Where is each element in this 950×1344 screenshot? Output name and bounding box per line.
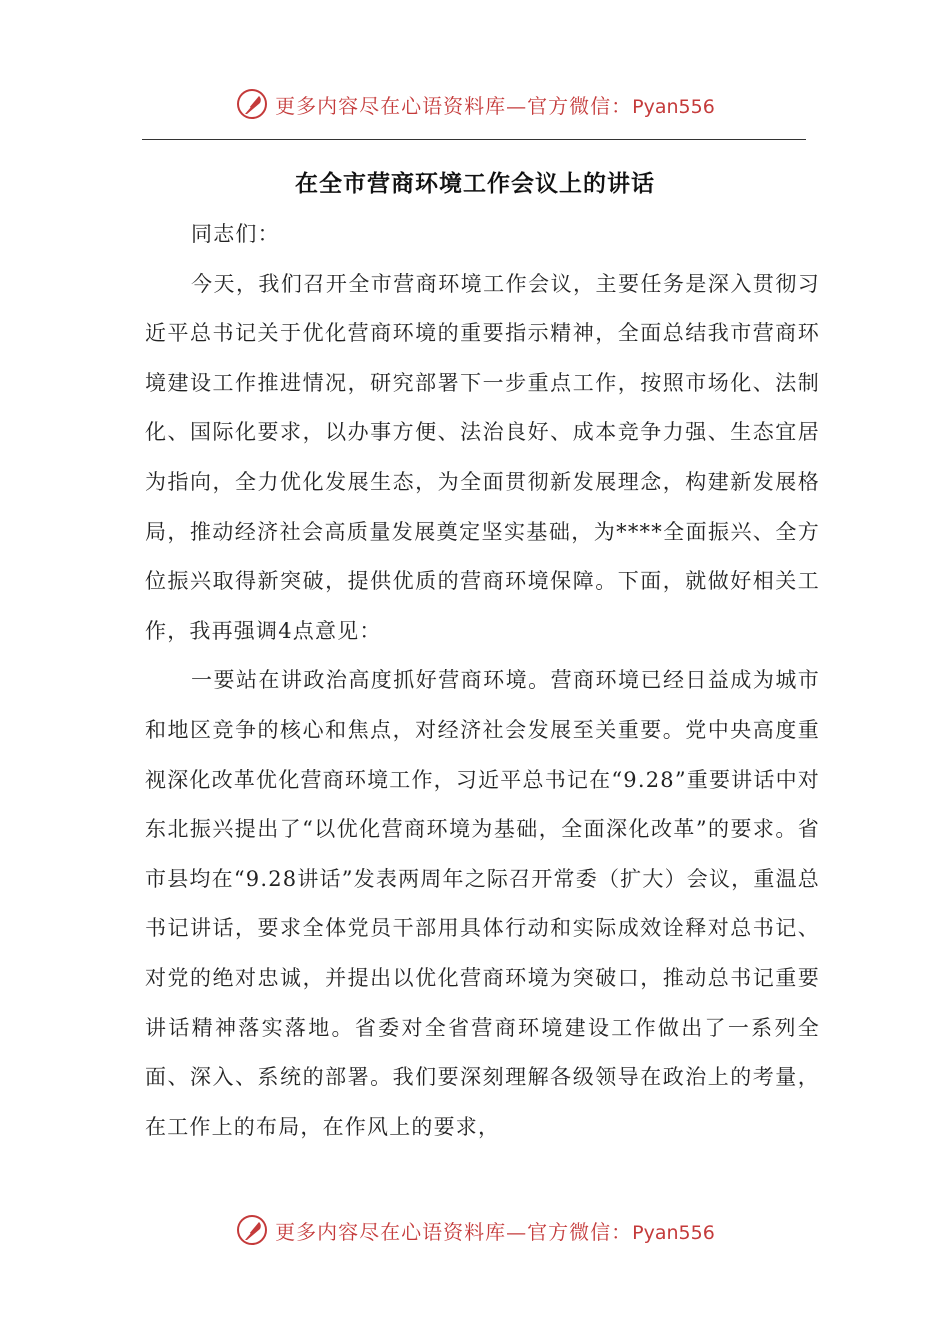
paragraph-intro: 今天，我们召开全市营商环境工作会议，主要任务是深入贯彻习近平总书记关于优化营商环境的重要指示精神，全面总结我市营商环境建设工作推进情况，研究部署下一步重点工作，按照市场化、法制化、国际化要求，以办事方便、法治良好、成本竞争力强、生态宜居为指向，全力优化发展生态，为全面贯彻新发展理念，构建新发展格局，推动经济社会高质量发展奠定坚实基础，为****全面振兴、全方位振兴取得新突破，提供优质的营商环境保障。下面，就做好相关工作，我再强调4点意见： — [145, 271, 820, 643]
watermark-wechat-id: Pyan556 — [632, 95, 715, 118]
watermark-text: 更多内容尽在心语资料库—官方微信：Pyan556 — [275, 1219, 715, 1244]
quill-logo-icon — [235, 1213, 269, 1247]
quill-logo-icon — [235, 87, 269, 121]
footer-watermark — [0, 1208, 950, 1252]
watermark-text: 更多内容尽在心语资料库—官方微信：Pyan556 — [275, 93, 715, 118]
salutation: 同志们： — [191, 222, 280, 246]
header-divider — [142, 139, 806, 140]
watermark-wechat-id: Pyan556 — [632, 1221, 715, 1244]
document-title: 在全市营商环境工作会议上的讲话 — [295, 170, 655, 197]
header-watermark — [0, 82, 950, 126]
document-body — [145, 210, 820, 1152]
paragraph-point-one: 一要站在讲政治高度抓好营商环境。营商环境已经日益成为城市和地区竞争的核心和焦点，对经济社会发展至关重要。党中央高度重视深化改革优化营商环境工作，习近平总书记在“9.28”重要讲话中对东北振兴提出了“以优化营商环境为基础，全面深化改革”的要求。省市县均在“9.28讲话”发表两周年之际召开常委（扩大）会议，重温总书记讲话，要求全体党员干部用具体行动和实际成效诠释对总书记、对党的绝对忠诚，并提出以优化营商环境为突破口，推动总书记重要讲话精神落实落地。省委对全省营商环境建设工作做出了一系列全面、深入、系统的部署。我们要深刻理解各级领导在政治上的考量，在工作上的布局，在作风上的要求， — [145, 668, 820, 1139]
